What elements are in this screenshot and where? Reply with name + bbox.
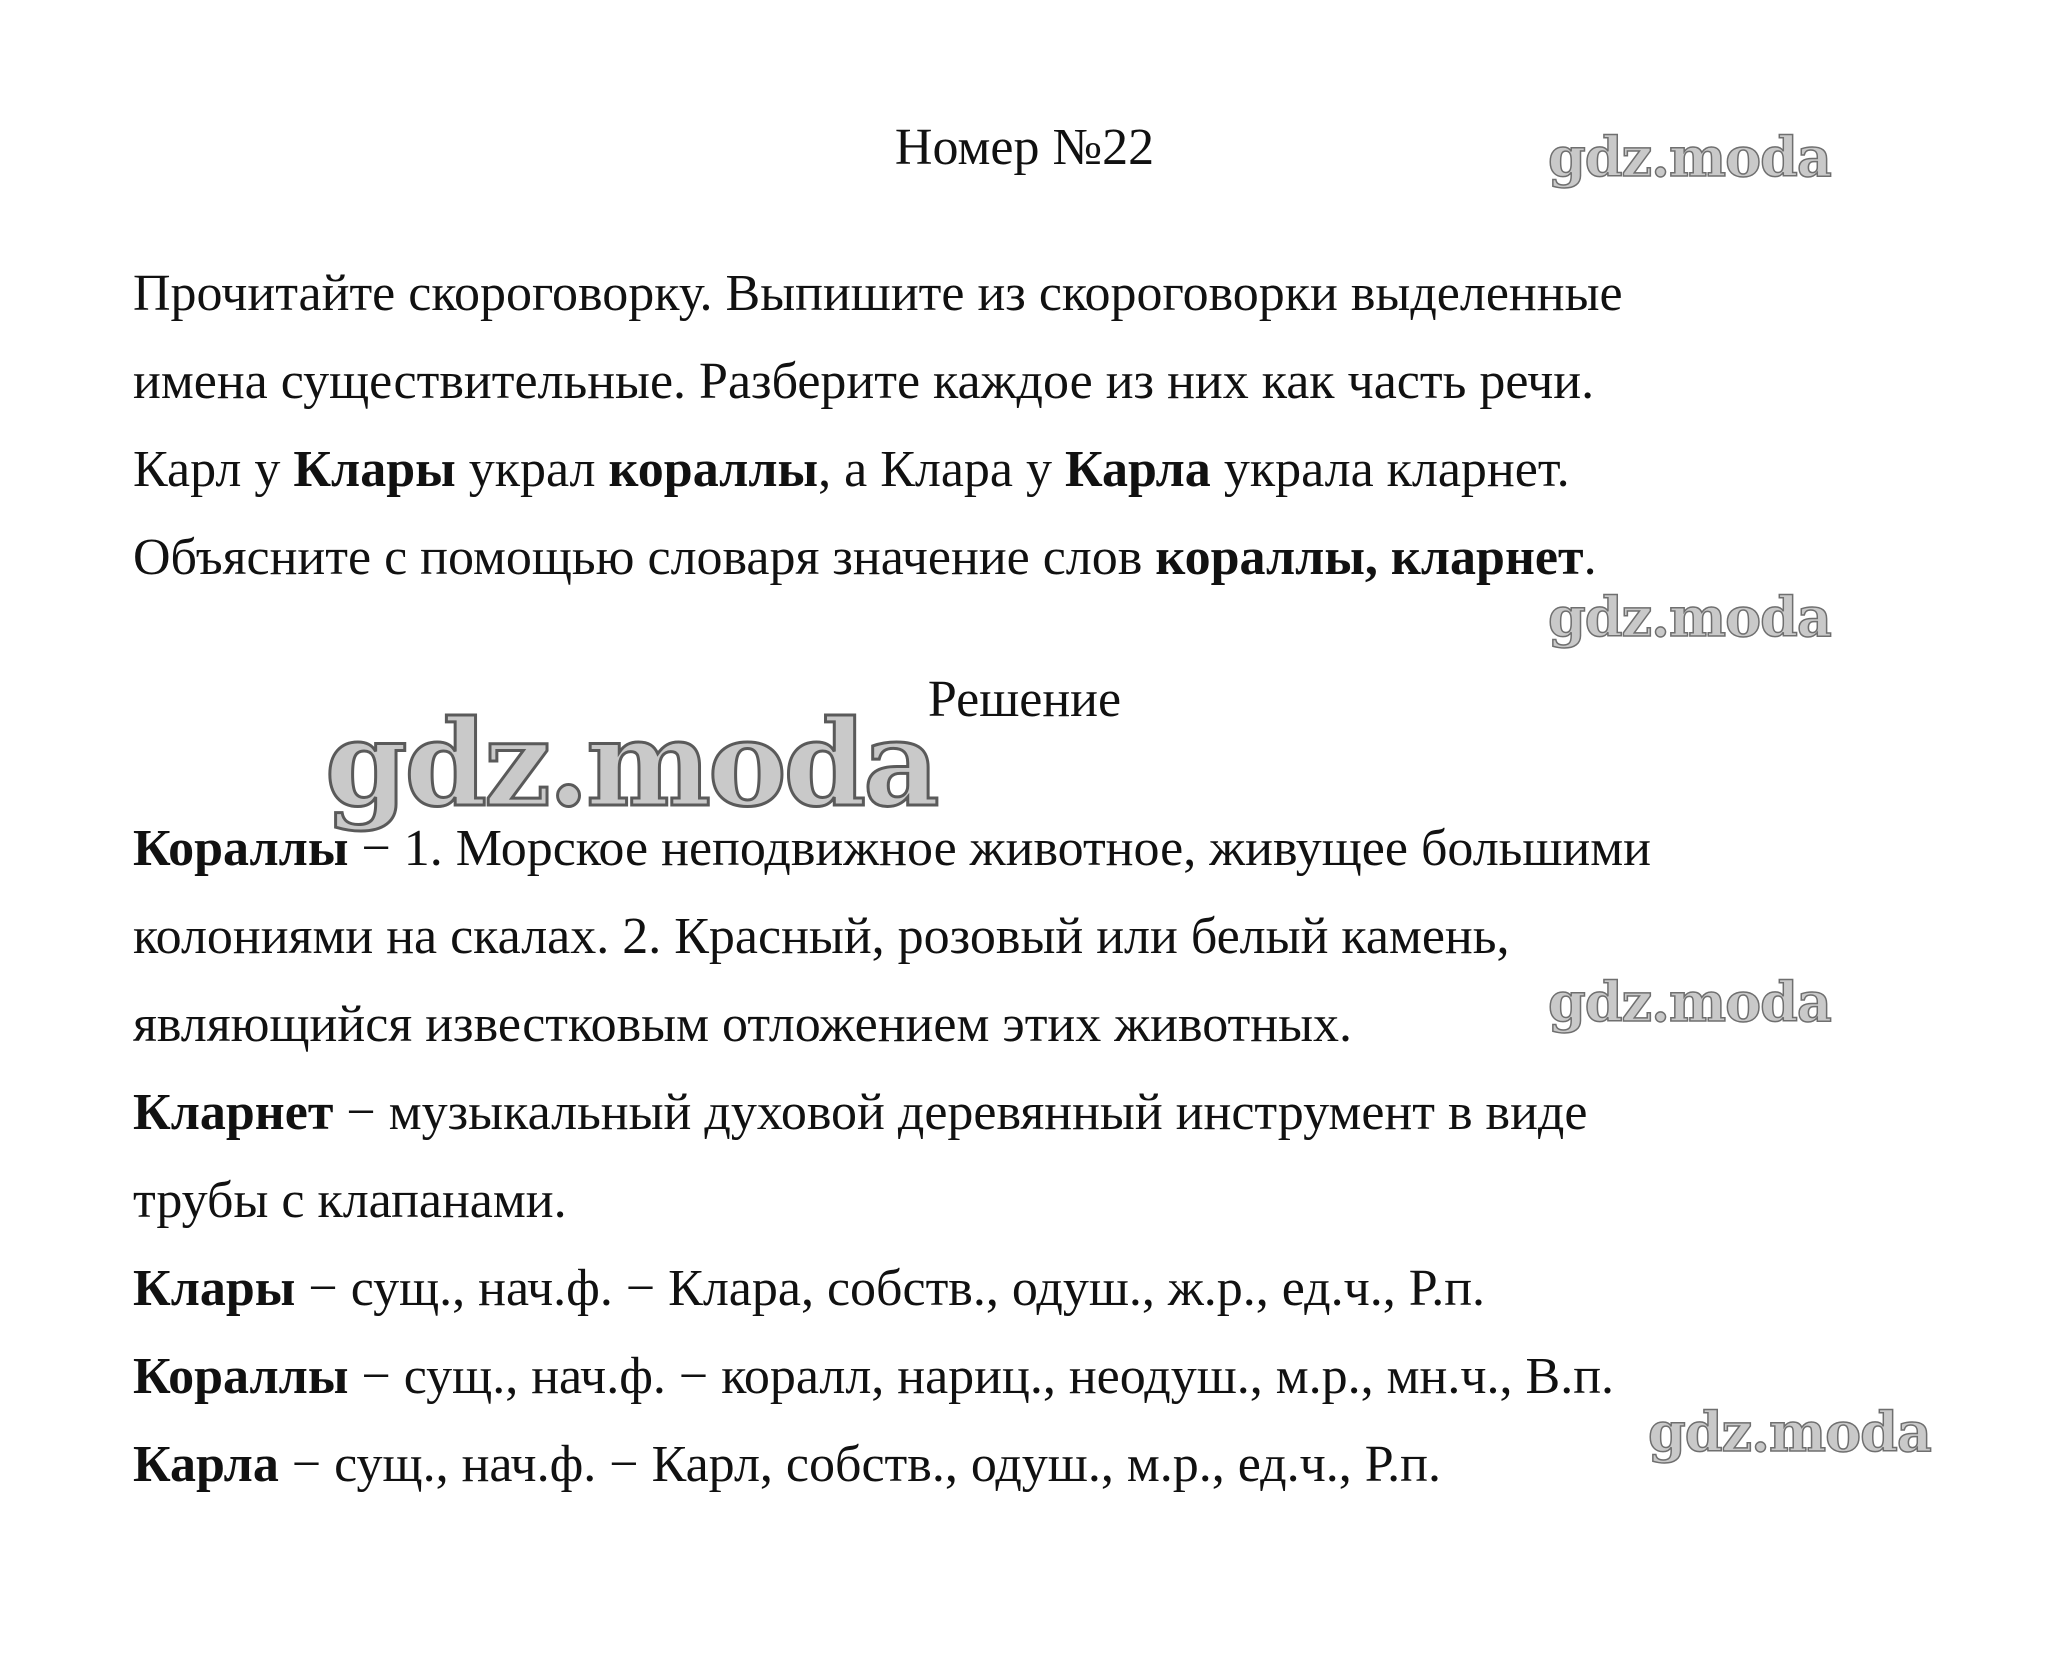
- text-run: Объясните с помощью словаря значение слов: [133, 529, 1156, 586]
- watermark: gdz.moda: [1548, 970, 1831, 1034]
- bold-word: Клары: [293, 441, 456, 498]
- watermark: gdz.moda: [325, 694, 937, 833]
- term: Клары: [133, 1260, 296, 1317]
- watermark: gdz.moda: [1648, 1400, 1931, 1464]
- tongue-twister: [133, 426, 2013, 514]
- term: Кларнет: [133, 1084, 334, 1141]
- definition-line: являющийся известковым отложением этих животных.: [133, 996, 1353, 1053]
- text-run: − музыкальный духовой деревянный инструмент в виде: [333, 1084, 1588, 1141]
- bold-word: Карла: [1064, 441, 1211, 498]
- text-run: − сущ., нач.ф. − Клара, собств., одуш., ж.р., ед.ч., Р.п.: [295, 1260, 1486, 1317]
- definition-line: колониями на скалах. 2. Красный, розовый или белый камень,: [133, 908, 1510, 965]
- definition-line: [133, 1069, 2013, 1157]
- text-run: .: [1583, 529, 1597, 586]
- task-line: имена существительные. Разберите каждое из них как часть речи.: [133, 353, 1595, 410]
- term: Кораллы: [133, 820, 349, 877]
- text-run: − сущ., нач.ф. − коралл, нариц., неодуш., м.р., мн.ч., В.п.: [348, 1348, 1615, 1405]
- definition-line: трубы с клапанами.: [133, 1172, 567, 1229]
- text-run: , а Клара у: [818, 441, 1065, 498]
- watermark: gdz.moda: [1548, 585, 1831, 649]
- text-run: украла кларнет.: [1210, 441, 1570, 498]
- task-line: Прочитайте скороговорку. Выпишите из скороговорки выделенные: [133, 265, 1623, 322]
- term: Кораллы: [133, 1348, 349, 1405]
- parse-line: [133, 1245, 2013, 1333]
- text-run: − 1. Морское неподвижное животное, живущее большими: [348, 820, 1651, 877]
- term: Карла: [133, 1436, 279, 1493]
- bold-word: кораллы, кларнет: [1155, 529, 1584, 586]
- solution-heading: Решение: [927, 671, 1122, 728]
- watermark: gdz.moda: [1548, 125, 1831, 189]
- text-run: украл: [455, 441, 609, 498]
- page-title: Номер №22: [894, 119, 1155, 176]
- task-text: [133, 250, 2013, 602]
- text-run: Карл у: [133, 441, 294, 498]
- text-run: − сущ., нач.ф. − Карл, собств., одуш., м.р., ед.ч., Р.п.: [278, 1436, 1441, 1493]
- bold-word: кораллы: [608, 441, 819, 498]
